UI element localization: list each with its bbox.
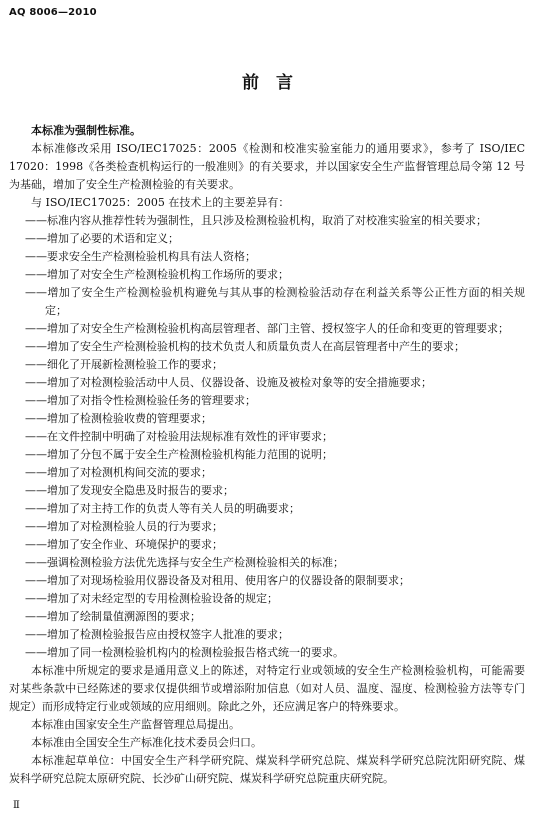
difference-item: ——在文件控制中明确了对检验用法规标准有效性的评审要求； — [25, 430, 333, 443]
proposed-by: 本标准由国家安全生产监督管理总局提出。 — [31, 718, 240, 731]
differences-intro: 与 ISO/IEC17025：2005 在技术上的主要差异有： — [31, 196, 290, 209]
difference-item: ——标准内容从推荐性转为强制性，且只涉及检测检验机构，取消了对校准实验室的相关要求； — [25, 214, 487, 227]
mandatory-statement: 本标准为强制性标准。 — [31, 124, 141, 137]
difference-item: ——增加了绘制量值溯源图的要求； — [25, 610, 201, 623]
difference-item: ——增加了对检测检验人员的行为要求； — [25, 520, 223, 533]
difference-item: ——增加了检测检验收费的管理要求； — [25, 412, 212, 425]
difference-item: ——增加了对指令性检测检验任务的管理要求； — [25, 394, 256, 407]
difference-item: ——增加了对主持工作的负责人等有关人员的明确要求； — [25, 502, 300, 515]
difference-item: ——细化了开展新检测检验工作的要求； — [25, 358, 223, 371]
difference-item: ——要求安全生产检测检验机构具有法人资格； — [25, 250, 256, 263]
difference-item: ——增加了对未经定型的专用检测检验设备的规定； — [25, 592, 278, 605]
difference-item: ——增加了对检测检验活动中人员、仪器设备、设施及被检对象等的安全措施要求； — [25, 376, 432, 389]
page-number: Ⅱ — [13, 800, 20, 811]
difference-item: ——增加了对安全生产检测检验机构高层管理者、部门主管、授权签字人的任命和变更的管理要求； — [25, 322, 509, 335]
difference-item: ——增加了必要的术语和定义； — [25, 232, 179, 245]
difference-item: ——强调检测检验方法优先选择与安全生产检测检验相关的标准； — [25, 556, 344, 569]
drafting-units: 本标准起草单位：中国安全生产科学研究院、煤炭科学研究总院、煤炭科学研究总院沈阳研究院、煤炭科学研究总院太原研究院、长沙矿山研究院、煤炭科学研究总院重庆研究院。 — [9, 754, 525, 785]
page-title: 前 言 — [242, 73, 293, 93]
application-notes: 本标准中所规定的要求是通用意义上的陈述，对特定行业或领域的安全生产检测检验机构，可能需要对某些条款中已经陈述的要求仅提供细节或增添附加信息（如对人员、温度、湿度、检测检验方法等专门规定）而形成特定行业或领域的应用细则。除此之外，还应满足客户的特殊要求。 — [9, 664, 525, 713]
difference-item: ——增加了发现安全隐患及时报告的要求； — [25, 484, 234, 497]
difference-item: ——增加了分包不属于安全生产检测检验机构能力范围的说明； — [25, 448, 333, 461]
difference-item: ——增加了同一检测检验机构内的检测检验报告格式统一的要求。 — [25, 646, 344, 659]
foreword-body — [9, 122, 525, 788]
standard-code: AQ 8006—2010 — [9, 7, 97, 18]
difference-item: ——增加了对安全生产检测检验机构工作场所的要求； — [25, 268, 289, 281]
modification-paragraph: 本标准修改采用 ISO/IEC17025：2005《检测和校准实验室能力的通用要求》，参考了 ISO/IEC 17020：1998《各类检查机构运行的一般准则》的有关要求，并以国家安全生产监督管理总局令第 12 号为基础，增加了安全生产检测检验的有关要求。 — [9, 142, 525, 191]
difference-item: ——增加了安全生产检测检验机构的技术负责人和质量负责人在高层管理者中产生的要求； — [25, 340, 465, 353]
difference-item: ——增加了对现场检验用仪器设备及对租用、使用客户的仪器设备的限制要求； — [25, 574, 410, 587]
difference-item: ——增加了检测检验报告应由授权签字人批准的要求； — [25, 628, 289, 641]
centralized-by: 本标准由全国安全生产标准化技术委员会归口。 — [31, 736, 262, 749]
difference-item: ——增加了对检测机构间交流的要求； — [25, 466, 212, 479]
difference-item: ——增加了安全作业、环境保护的要求； — [25, 538, 223, 551]
difference-item: ——增加了安全生产检测检验机构避免与其从事的检测检验活动存在利益关系等公正性方面的相关规定； — [25, 286, 525, 317]
